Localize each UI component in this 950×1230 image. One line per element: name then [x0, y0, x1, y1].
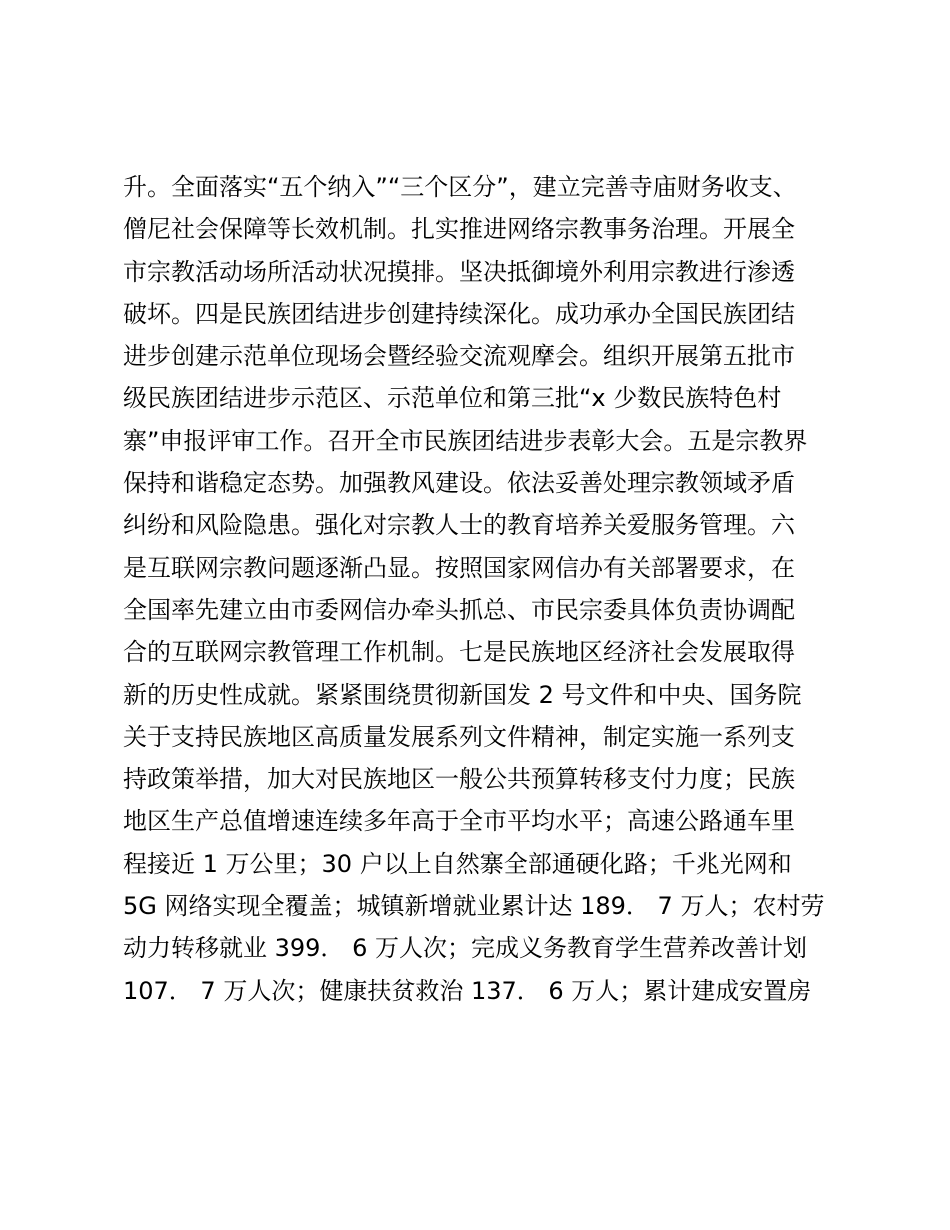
- text-line: 动力转移就业 399． 6 万人次；完成义务教育学生营养改善计划: [123, 934, 807, 963]
- text-line: 5G 网络实现全覆盖；城镇新增就业累计达 189． 7 万人；农村劳: [123, 892, 825, 921]
- text-line: 僧尼社会保障等长效机制。扎实推进网络宗教事务治理。开展全: [123, 215, 795, 244]
- text-line: 级民族团结进步示范区、示范单位和第三批“x 少数民族特色村: [123, 384, 782, 413]
- text-line: 纠纷和风险隐患。强化对宗教人士的教育培养关爱服务管理。六: [123, 511, 795, 540]
- text-line: 升。全面落实“五个纳入”“三个区分”，建立完善寺庙财务收支、: [123, 173, 797, 201]
- body-paragraph: [123, 166, 843, 1012]
- text-line: 新的历史性成就。紧紧围绕贯彻新国发 2 号文件和中央、国务院: [123, 680, 802, 709]
- text-line: 是互联网宗教问题逐渐凸显。按照国家网信办有关部署要求，在: [123, 553, 795, 582]
- text-line: 关于支持民族地区高质量发展系列文件精神，制定实施一系列支: [123, 722, 795, 751]
- text-line: 107． 7 万人次；健康扶贫救治 137． 6 万人；累计建成安置房: [123, 976, 812, 1005]
- text-line: 持政策举措，加大对民族地区一般公共预算转移支付力度；民族: [123, 765, 795, 794]
- text-line: 程接近 1 万公里；30 户以上自然寨全部通硬化路；千兆光网和: [123, 849, 792, 878]
- text-line: 保持和谐稳定态势。加强教风建设。依法妥善处理宗教领域矛盾: [123, 469, 795, 498]
- text-line: 破坏。四是民族团结进步创建持续深化。成功承办全国民族团结: [123, 299, 795, 328]
- text-line: 寨”申报评审工作。召开全市民族团结进步表彰大会。五是宗教界: [123, 426, 808, 455]
- text-line: 进步创建示范单位现场会暨经验交流观摩会。组织开展第五批市: [123, 342, 795, 371]
- text-line: 全国率先建立由市委网信办牵头抓总、市民宗委具体负责协调配: [123, 595, 795, 624]
- text-line: 合的互联网宗教管理工作机制。七是民族地区经济社会发展取得: [123, 638, 795, 667]
- text-line: 市宗教活动场所活动状况摸排。坚决抵御境外利用宗教进行渗透: [123, 257, 795, 286]
- text-line: 地区生产总值增速连续多年高于全市平均水平；高速公路通车里: [123, 807, 795, 836]
